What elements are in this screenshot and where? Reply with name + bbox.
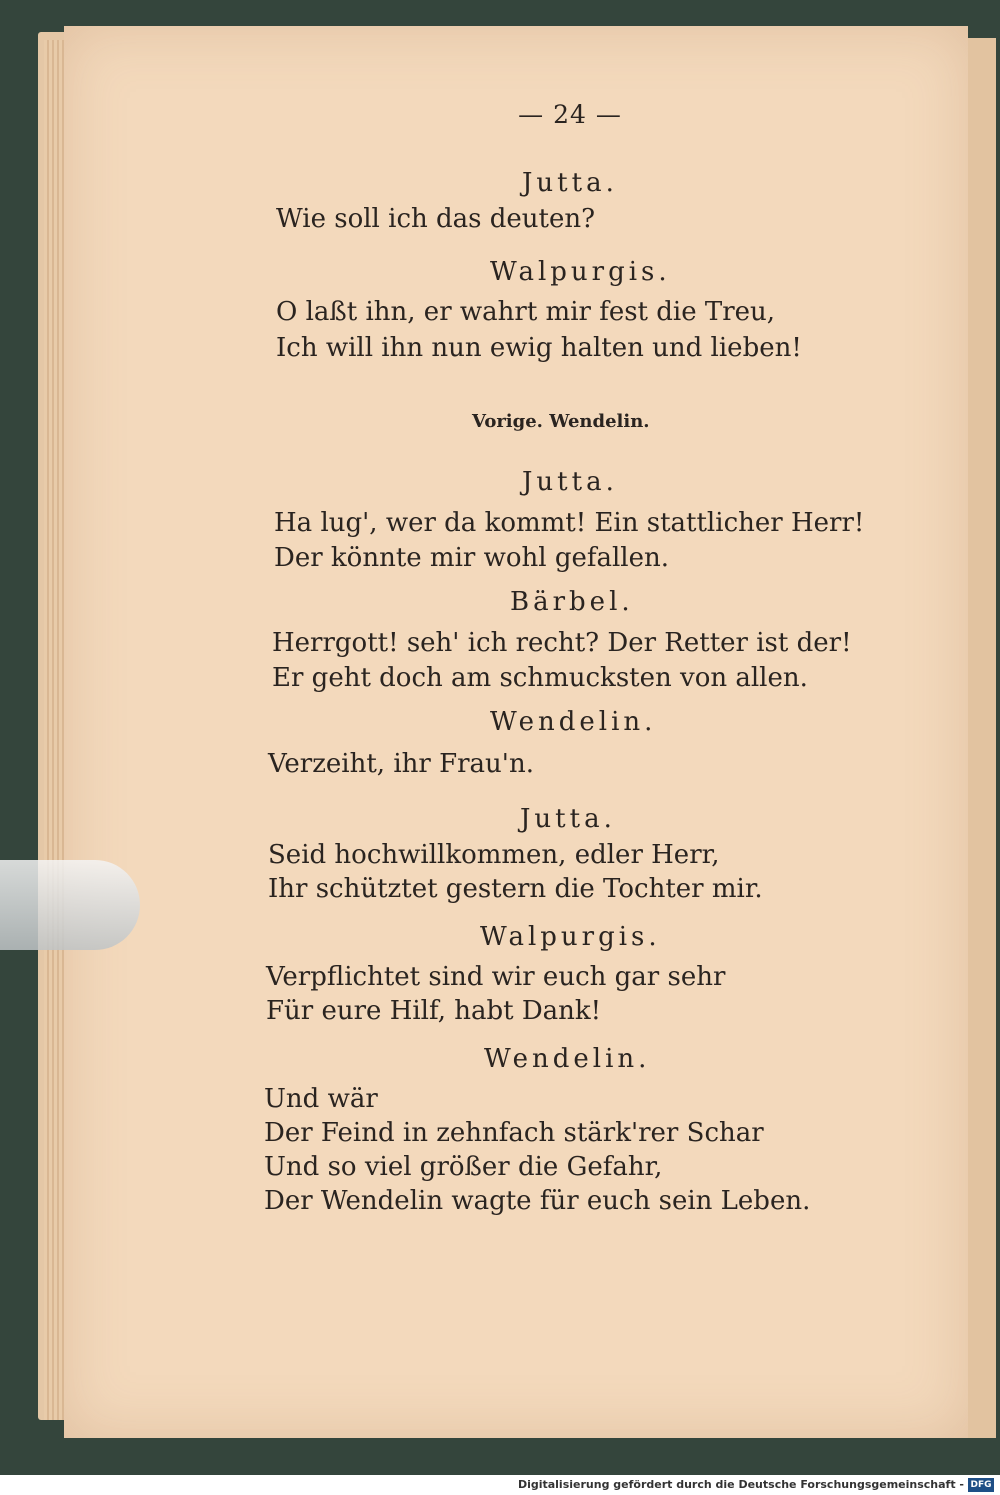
speaker-name: Jutta. — [522, 467, 618, 497]
verse-line: Ihr schütztet gestern die Tochter mir. — [268, 874, 763, 904]
speaker-name: Bärbel. — [510, 587, 634, 617]
speaker-name: Walpurgis. — [490, 257, 671, 287]
verse-line: Herrgott! seh' ich recht? Der Retter ist der! — [272, 628, 852, 658]
verse-line: Und so viel größer die Gefahr, — [264, 1152, 663, 1182]
verse-line: Der Wendelin wagte für euch sein Leben. — [264, 1186, 811, 1216]
verse-line: Und wär — [264, 1084, 378, 1114]
stage-direction: Vorige. Wendelin. — [472, 411, 650, 432]
dfg-logo-icon: DFG — [968, 1478, 994, 1492]
verse-line: Seid hochwillkommen, edler Herr, — [268, 840, 720, 870]
speaker-name: Wendelin. — [484, 1044, 651, 1074]
speaker-name: Wendelin. — [490, 707, 657, 737]
speaker-name: Jutta. — [520, 804, 616, 834]
speaker-name: Jutta. — [522, 168, 618, 198]
verse-line: Der könnte mir wohl gefallen. — [274, 543, 670, 573]
page-number: — 24 — — [518, 100, 622, 129]
verse-line: Ich will ihn nun ewig halten und lieben! — [276, 333, 802, 363]
verse-line: Der Feind in zehnfach stärk'rer Schar — [264, 1118, 764, 1148]
funding-credit: Digitalisierung gefördert durch die Deutsche Forschungsgemeinschaft - — [517, 1478, 964, 1491]
speaker-name: Walpurgis. — [480, 922, 661, 952]
verse-line: Verpflichtet sind wir euch gar sehr — [266, 962, 726, 992]
verse-line: Wie soll ich das deuten? — [276, 204, 596, 234]
verse-line: Ha lug', wer da kommt! Ein stattlicher Herr! — [274, 508, 865, 538]
footer-bar — [0, 1475, 1000, 1495]
verse-line: Er geht doch am schmucksten von allen. — [272, 663, 808, 693]
page-clip — [0, 860, 140, 950]
verse-line: Verzeiht, ihr Frau'n. — [268, 749, 534, 779]
verse-line: Für eure Hilf, habt Dank! — [266, 996, 602, 1026]
verse-line: O laßt ihn, er wahrt mir fest die Treu, — [276, 297, 776, 327]
